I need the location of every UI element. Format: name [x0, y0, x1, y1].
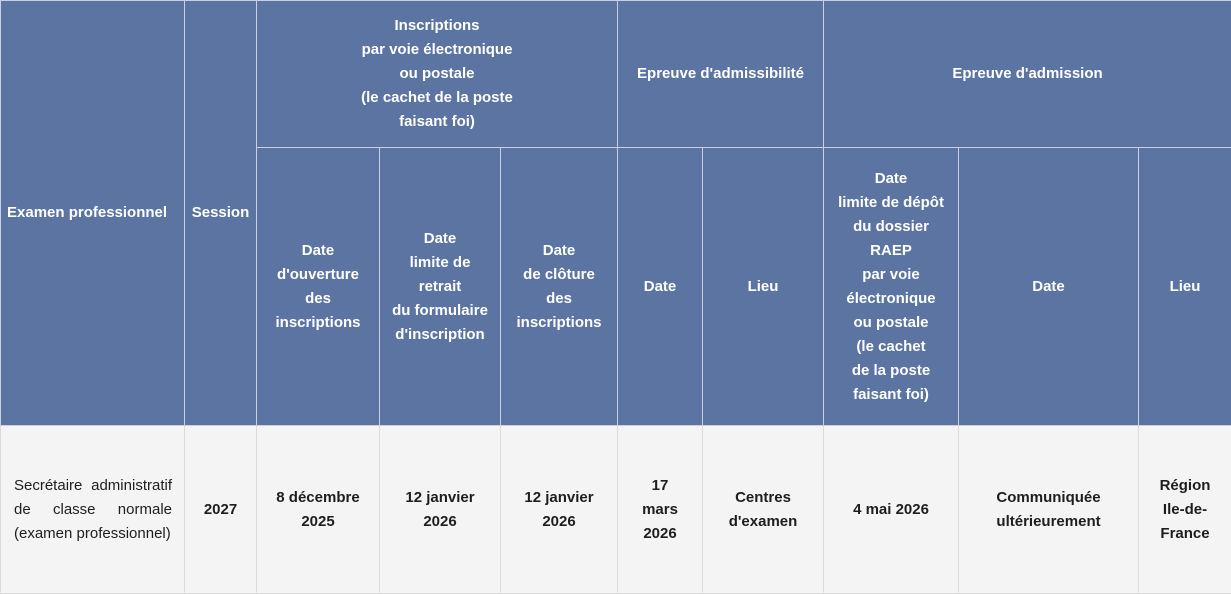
header-admission-lieu: Lieu — [1139, 148, 1231, 426]
header-session: Session — [185, 1, 257, 426]
cell-date-ouverture: 8 décembre 2025 — [257, 426, 380, 594]
cell-date-retrait: 12 janvier 2026 — [380, 426, 501, 594]
cell-admission-date: Communiquée ultérieurement — [959, 426, 1139, 594]
table-header — [1, 1, 1231, 426]
header-date-retrait: Date limite de retrait du formulaire d'inscription — [380, 148, 501, 426]
header-admission-group: Epreuve d'admission — [824, 1, 1231, 148]
header-admission-date: Date — [959, 148, 1139, 426]
cell-admissibilite-date: 17 mars 2026 — [618, 426, 703, 594]
header-row-groups — [1, 1, 1231, 148]
header-admissibilite-lieu: Lieu — [703, 148, 824, 426]
header-date-ouverture: Date d'ouverture des inscriptions — [257, 148, 380, 426]
cell-admissibilite-lieu: Centres d'examen — [703, 426, 824, 594]
header-date-cloture: Date de clôture des inscriptions — [501, 148, 618, 426]
header-admissibilite-date: Date — [618, 148, 703, 426]
header-inscriptions-group: Inscriptions par voie électronique ou postale (le cachet de la poste faisant foi) — [257, 1, 618, 148]
cell-exam-name: Secrétaire administratif de classe normale (examen professionnel) — [1, 426, 185, 594]
cell-date-cloture: 12 janvier 2026 — [501, 426, 618, 594]
cell-date-depot-raep: 4 mai 2026 — [824, 426, 959, 594]
cell-admission-lieu: Région Ile-de- France — [1139, 426, 1231, 594]
table-body — [1, 426, 1231, 594]
header-admissibilite-group: Epreuve d'admissibilité — [618, 1, 824, 148]
header-date-depot-raep: Date limite de dépôt du dossier RAEP par voie électronique ou postale (le cachet de la poste faisant foi) — [824, 148, 959, 426]
table-row — [1, 426, 1231, 594]
header-exam: Examen professionnel — [1, 1, 185, 426]
cell-session: 2027 — [185, 426, 257, 594]
